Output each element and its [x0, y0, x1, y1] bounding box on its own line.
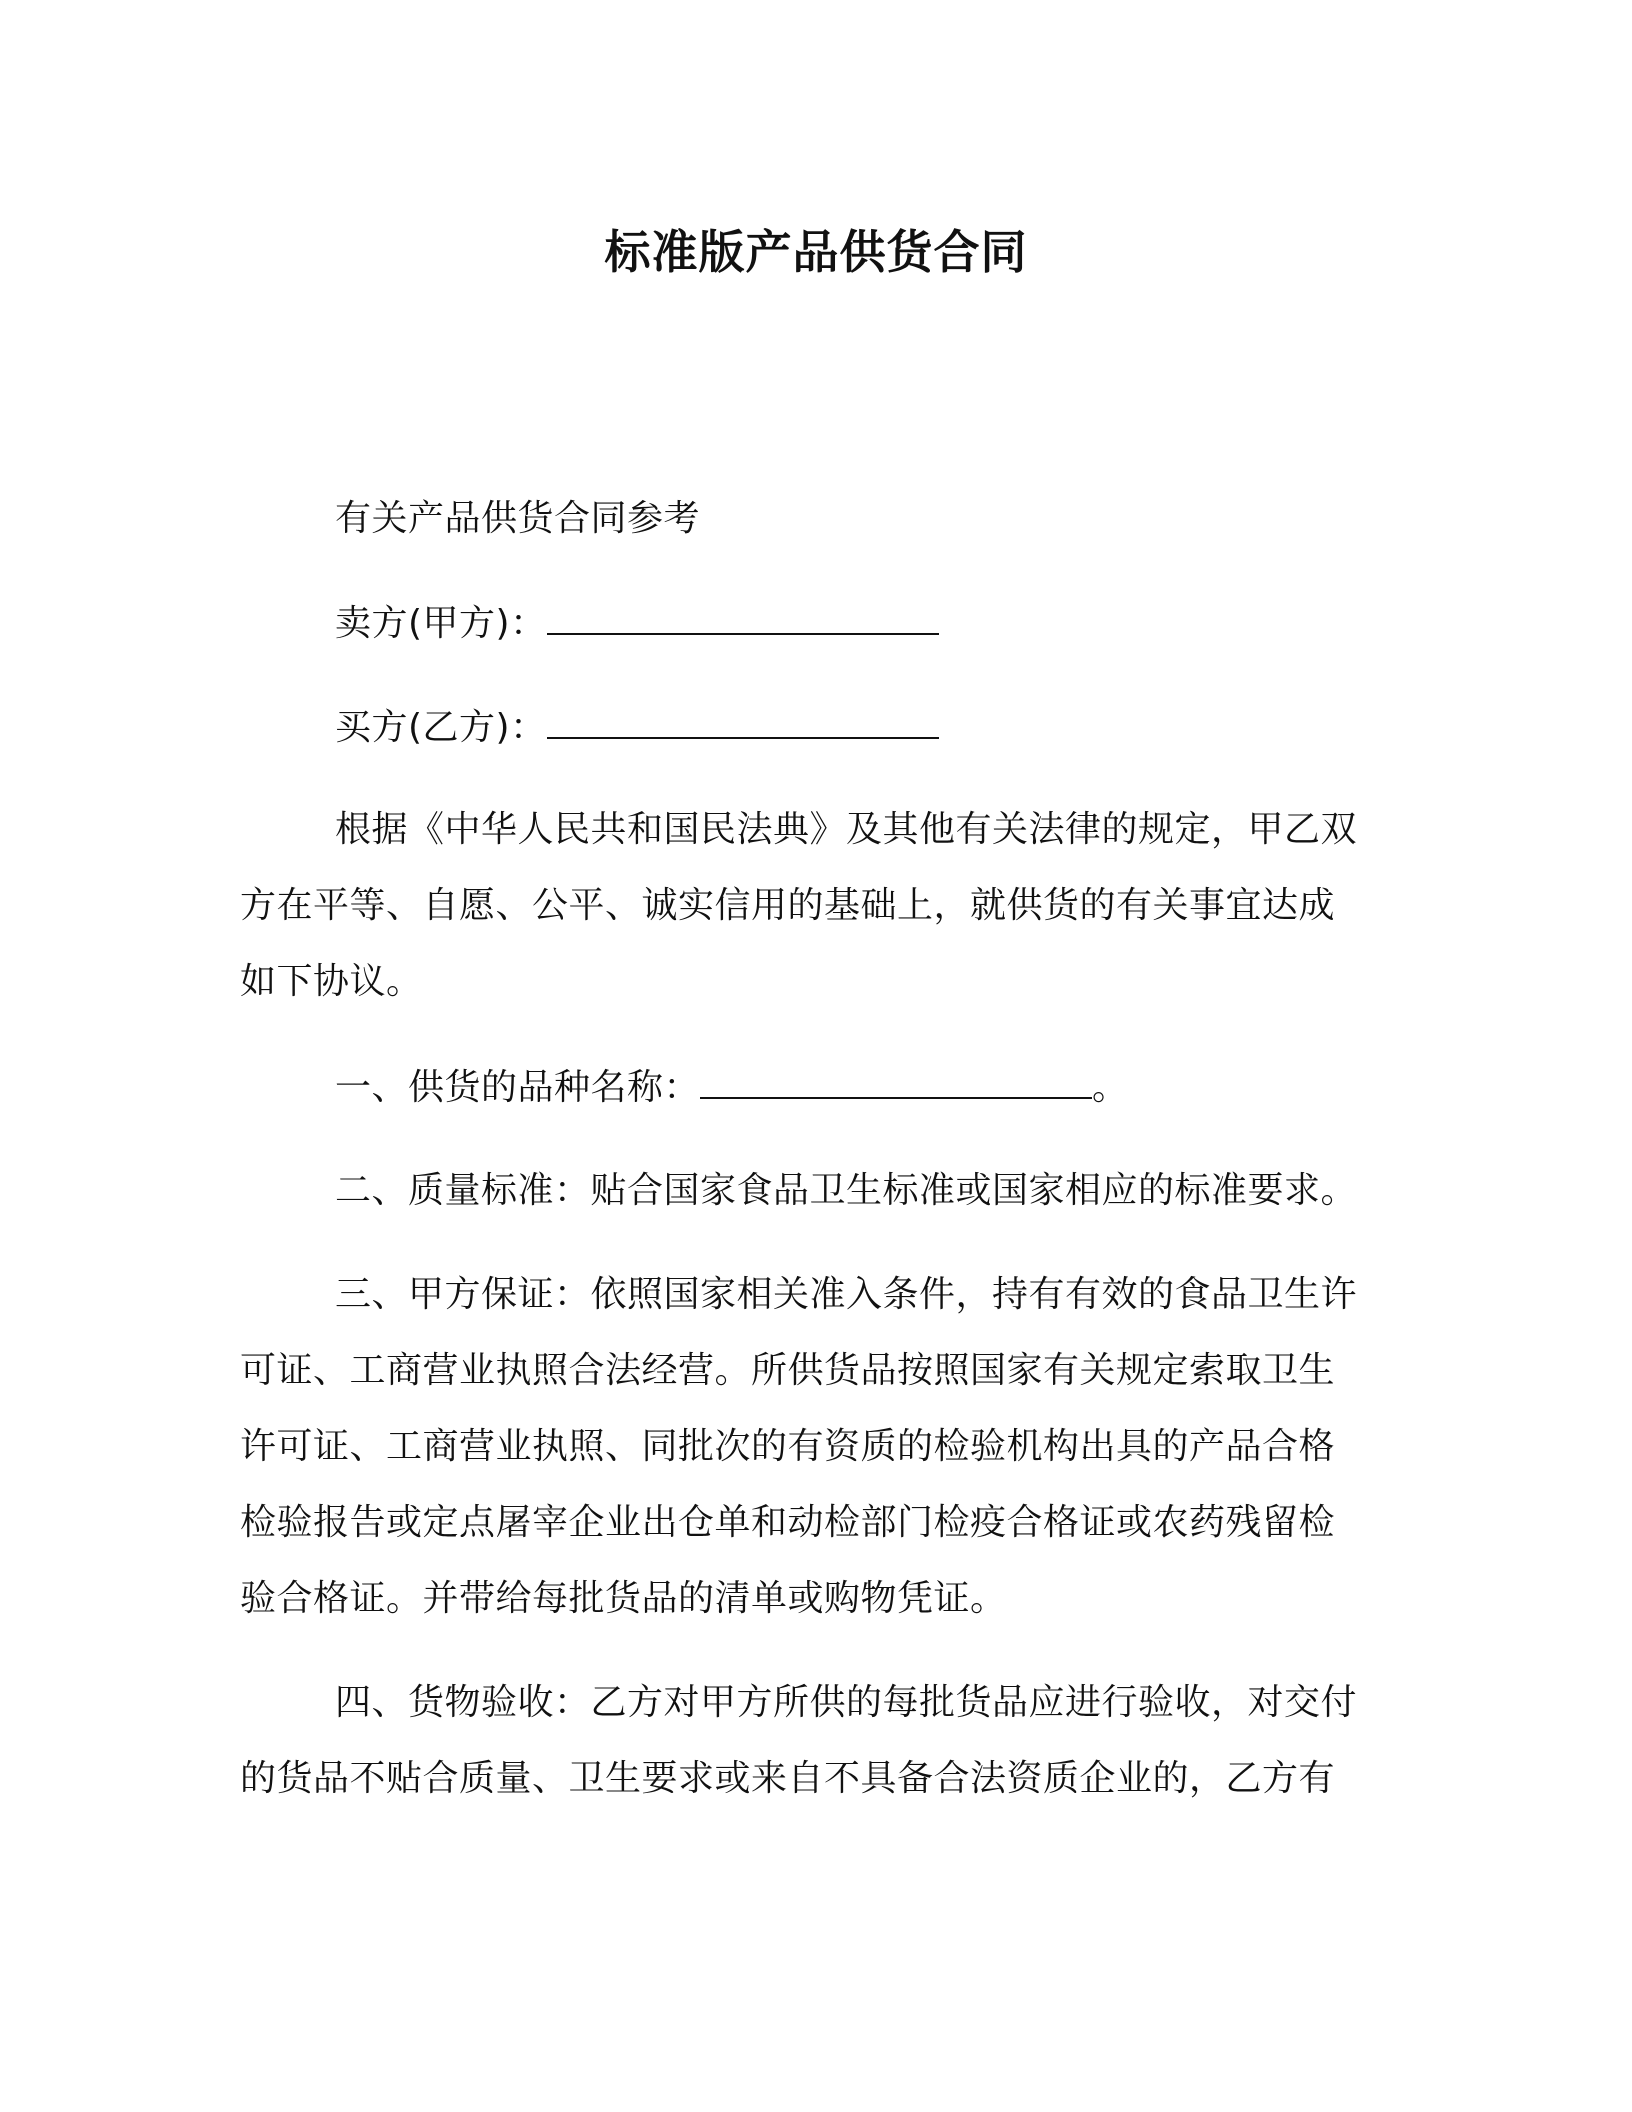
clause-4-line-2: 的货品不贴合质量、卫生要求或来自不具备合法资质企业的，乙方有 — [240, 1758, 1336, 1799]
clause-1 — [335, 1063, 1129, 1112]
clause-1-end: 。 — [1092, 1067, 1129, 1108]
product-name-blank — [700, 1063, 1092, 1099]
clause-4-line-1: 四、货物验收：乙方对甲方所供的每批货品应进行验收，对交付 — [335, 1682, 1358, 1723]
document-title: 标准版产品供货合同 — [604, 225, 1028, 279]
intro-line-3: 如下协议。 — [240, 961, 423, 1002]
intro-line-1: 根据《中华人民共和国民法典》及其他有关法律的规定，甲乙双 — [335, 809, 1358, 850]
clause-2: 二、质量标准：贴合国家食品卫生标准或国家相应的标准要求。 — [335, 1170, 1358, 1211]
clause-3-line-4: 检验报告或定点屠宰企业出仓单和动检部门检疫合格证或农药残留检 — [240, 1502, 1336, 1543]
buyer-field — [335, 703, 939, 752]
buyer-label: 买方(乙方)： — [335, 707, 547, 748]
seller-blank — [547, 599, 939, 635]
clause-3-line-2: 可证、工商营业执照合法经营。所供货品按照国家有关规定索取卫生 — [240, 1350, 1336, 1391]
intro-line-2: 方在平等、自愿、公平、诚实信用的基础上，就供货的有关事宜达成 — [240, 885, 1336, 926]
clause-3-line-1: 三、甲方保证：依照国家相关准入条件，持有有效的食品卫生许 — [335, 1274, 1358, 1315]
clause-3-line-5: 验合格证。并带给每批货品的清单或购物凭证。 — [240, 1578, 1007, 1619]
document-subtitle: 有关产品供货合同参考 — [335, 498, 701, 539]
clause-3-line-3: 许可证、工商营业执照、同批次的有资质的检验机构出具的产品合格 — [240, 1426, 1336, 1467]
seller-label: 卖方(甲方)： — [335, 603, 547, 644]
buyer-blank — [547, 703, 939, 739]
clause-1-label: 一、供货的品种名称： — [335, 1067, 701, 1108]
seller-field — [335, 599, 939, 648]
